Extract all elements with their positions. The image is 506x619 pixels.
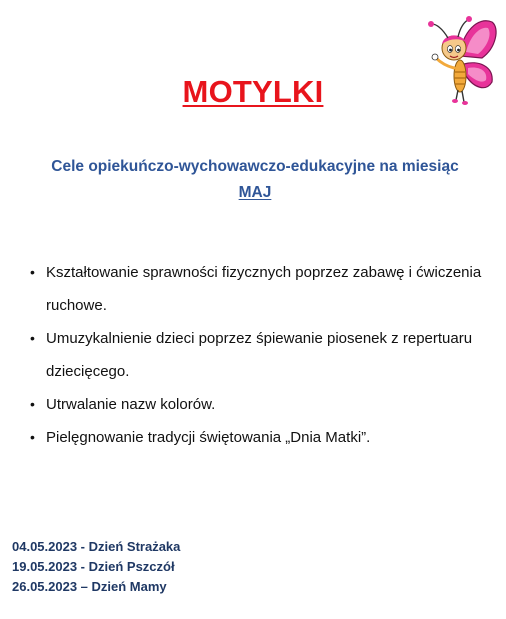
bullet-icon: • [30, 429, 35, 445]
list-item [28, 322, 498, 388]
bullet-icon: • [30, 264, 35, 280]
list-item [28, 388, 498, 421]
bullet-icon: • [30, 330, 35, 346]
goal-text: Utrwalanie nazw kolorów. [46, 396, 216, 413]
subtitle-text: Cele opiekuńczo-wychowawczo-edukacyjne na miesiąc [51, 158, 459, 175]
date-entry: 26.05.2023 – Dzień Mamy [12, 579, 167, 594]
subtitle [0, 154, 506, 206]
list-item [28, 256, 498, 322]
bullet-icon: • [30, 396, 35, 412]
goal-text: Umuzykalnienie dzieci poprzez śpiewanie piosenek z repertuaru dziecięcego. [46, 330, 473, 380]
dates-list [12, 537, 180, 597]
goals-list [28, 256, 498, 454]
date-entry: 04.05.2023 - Dzień Strażaka [12, 539, 181, 554]
goal-text: Kształtowanie sprawności fizycznych poprzez zabawę i ćwiczenia ruchowe. [46, 264, 482, 314]
page-title: MOTYLKI [182, 74, 324, 109]
goal-text: Pielęgnowanie tradycji świętowania „Dnia Matki”. [46, 429, 371, 446]
date-entry: 19.05.2023 - Dzień Pszczół [12, 559, 175, 574]
list-item [28, 421, 498, 454]
month-label: MAJ [238, 184, 272, 201]
